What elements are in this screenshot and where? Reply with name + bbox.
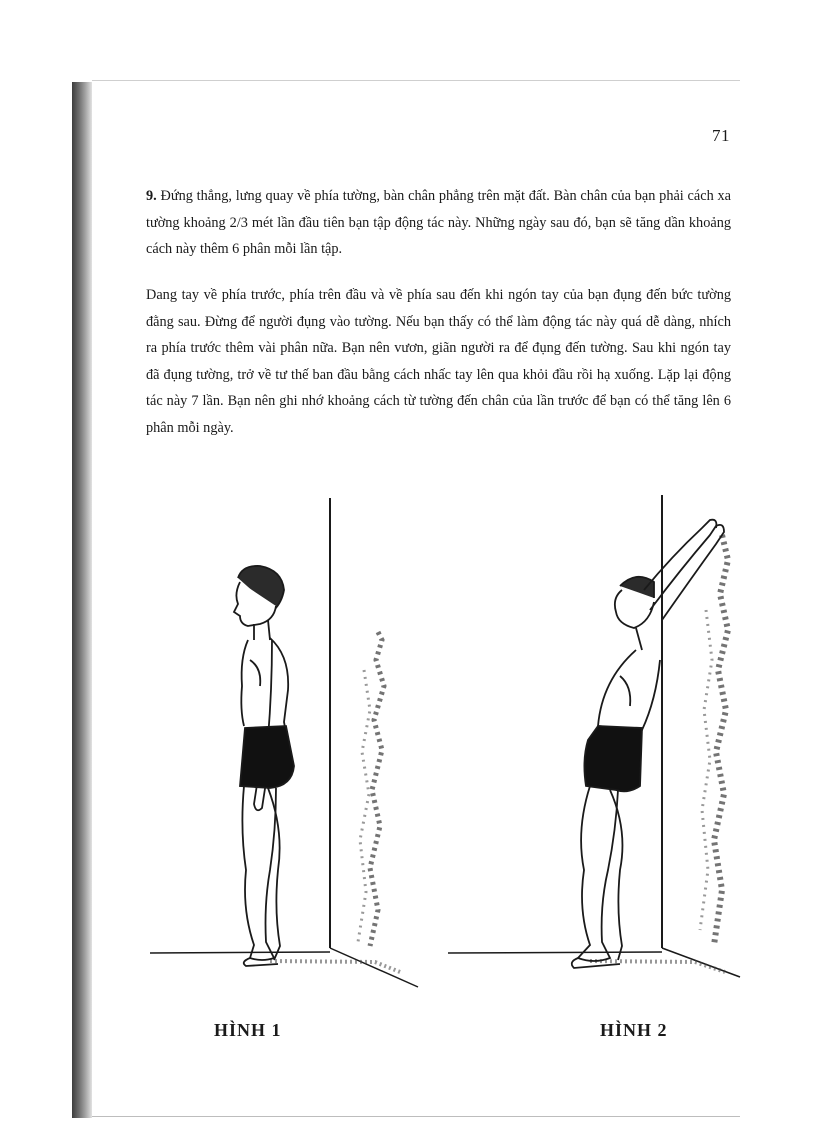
man-stretching-icon [572,520,724,968]
page-number: 71 [712,126,730,145]
paragraph-1-text: Đứng thẳng, lưng quay về phía tường, bàn chân phẳng trên mặt đất. Bàn chân của bạn phải cách xa tường khoảng 2/3 mét lần đầu tiên bạn tập động tác này. Những ngày sau đó, bạn sẽ tăng dần khoảng cách này thêm 6 phân mỗi lần tập. [146,188,731,257]
figure-1-caption: HÌNH 1 [214,1020,282,1040]
figure-1-illustration [150,498,418,987]
paragraph-2: Dang tay về phía trước, phía trên đầu và về phía sau đến khi ngón tay của bạn đụng đến bức tường đằng sau. Đừng để người đụng vào tường. Nếu bạn thấy có thể làm động tác này quá dễ dàng, nhích ra phía trước thêm vài phân nữa. Bạn nên vươn, giãn người ra để đụng đến tường. Sau khi ngón tay đã đụng tường, trở về tư thế ban đầu bằng cách nhấc tay lên qua khỏi đầu rồi hạ xuống. Lặp lại động tác này 7 lần. Bạn nên ghi nhớ khoảng cách từ tường đến chân của lần trước để bạn có thể tăng lên 6 phân mỗi ngày. [146,287,731,436]
bottom-edge [92,1116,740,1117]
step-number: 9. [146,188,157,204]
figure-2-caption: HÌNH 2 [600,1020,668,1040]
exercise-illustration [150,490,750,1000]
figure-2-illustration [448,495,740,977]
paragraph-step-9 [146,183,731,263]
top-edge [92,80,740,81]
man-standing-icon [234,566,294,966]
book-spine-shadow [72,82,92,1118]
